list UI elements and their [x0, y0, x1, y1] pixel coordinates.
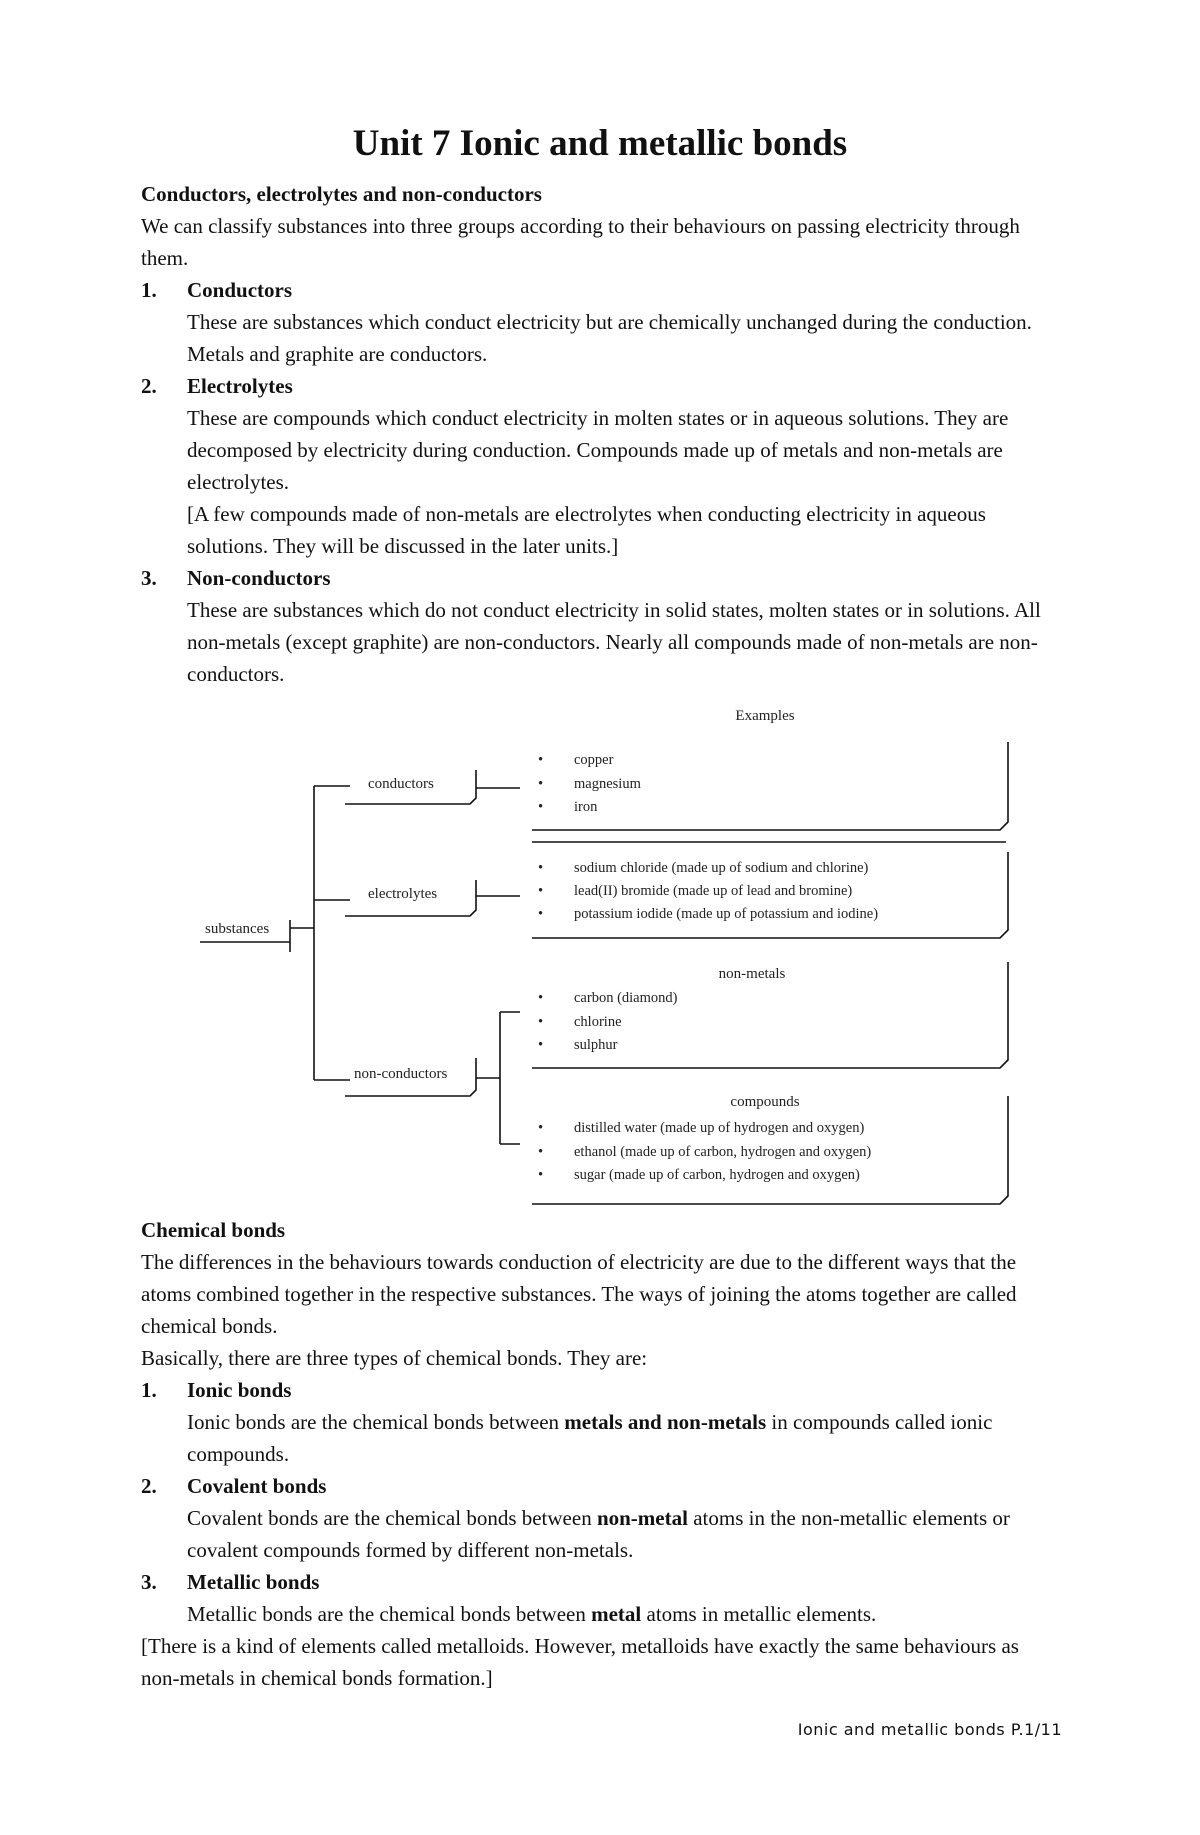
item-heading: Ionic bonds [187, 1378, 292, 1402]
item-heading: Covalent bonds [187, 1474, 327, 1498]
root-label: substances [205, 921, 270, 937]
list-item-non-conductors [141, 562, 1061, 690]
text-run: in compounds called ionic compounds. [187, 1410, 993, 1466]
example-item: sulphur [574, 1037, 618, 1053]
item-text [187, 1406, 1061, 1470]
section-heading: Conductors, electrolytes and non-conductors [141, 182, 542, 206]
item-heading: Conductors [187, 278, 293, 302]
item-text: These are compounds which conduct electricity in molten states or in aqueous solutions. They are decomposed by electricity during conduction. Compounds made up of metals and non-metals are electrolytes. [187, 406, 1009, 494]
item-text [187, 1502, 1061, 1566]
text-run: atoms in metallic elements. [641, 1602, 877, 1626]
example-item: ethanol (made up of carbon, hydrogen and oxygen) [574, 1144, 872, 1160]
item-number: 3. [141, 566, 157, 590]
conductors-label: conductors [368, 776, 434, 792]
bullet: • [538, 1167, 544, 1183]
bullet: • [538, 906, 544, 922]
example-item: carbon (diamond) [574, 990, 678, 1006]
list-item-metallic-bonds [141, 1566, 1061, 1630]
example-item: distilled water (made up of hydrogen and oxygen) [574, 1120, 865, 1136]
bullet: • [538, 883, 544, 899]
bullet: • [538, 752, 544, 768]
section-note: [There is a kind of elements called metalloids. However, metalloids have exactly the same behaviours as non-metals in chemical bonds formation.] [141, 1634, 1019, 1690]
text-run: Ionic bonds are the chemical bonds between [187, 1410, 565, 1434]
classification-diagram [0, 700, 1200, 1220]
item-text [187, 1598, 1061, 1630]
item-heading: Electrolytes [187, 374, 293, 398]
example-item: copper [574, 752, 614, 768]
item-text: These are substances which conduct electricity but are chemically unchanged during the conduction. Metals and graphite are conductors. [187, 310, 1032, 366]
item-number: 2. [141, 1474, 157, 1498]
page-title: Unit 7 Ionic and metallic bonds [352, 123, 848, 164]
bullet: • [538, 1037, 544, 1053]
item-text: These are substances which do not conduct electricity in solid states, molten states or in solutions. All non-metals (except graphite) are non-conductors. Nearly all compounds made of non-metals are non-conductors. [187, 598, 1041, 686]
section-intro: We can classify substances into three groups according to their behaviours on passing electricity through them. [141, 214, 1020, 270]
item-number: 3. [141, 1570, 157, 1594]
bullet: • [538, 1014, 544, 1030]
non-metals-label: non-metals [718, 966, 786, 982]
bullet: • [538, 1144, 544, 1160]
item-number: 1. [141, 1378, 157, 1402]
section-paragraph: Basically, there are three types of chemical bonds. They are: [141, 1346, 648, 1370]
item-note: [A few compounds made of non-metals are electrolytes when conducting electricity in aqueous solutions. They will be discussed in the later units.] [187, 502, 986, 558]
example-item: sugar (made up of carbon, hydrogen and oxygen) [574, 1167, 860, 1183]
bullet: • [538, 990, 544, 1006]
list-item-covalent-bonds [141, 1470, 1061, 1566]
non-conductors-label: non-conductors [354, 1066, 448, 1082]
bullet: • [538, 1120, 544, 1136]
electrolytes-label: electrolytes [368, 886, 438, 902]
section-conductors [141, 178, 1061, 690]
list-item-ionic-bonds [141, 1374, 1061, 1470]
example-item: lead(II) bromide (made up of lead and bromine) [574, 883, 853, 899]
example-item: iron [574, 799, 598, 815]
item-number: 1. [141, 278, 157, 302]
bold-term: non-metal [596, 1506, 688, 1530]
bullet: • [538, 776, 544, 792]
examples-label: Examples [735, 708, 795, 724]
example-item: potassium iodide (made up of potassium and iodine) [574, 906, 879, 922]
list-item-electrolytes [141, 370, 1061, 562]
text-run: Metallic bonds are the chemical bonds between [187, 1602, 592, 1626]
example-item: chlorine [574, 1014, 622, 1030]
bullet: • [538, 860, 544, 876]
section-chemical-bonds [141, 1214, 1061, 1694]
text-run: atoms in the non-metallic elements or covalent compounds formed by different non-metals. [187, 1506, 1010, 1562]
bold-term: metal [591, 1602, 642, 1626]
text-run: Covalent bonds are the chemical bonds between [187, 1506, 597, 1530]
section-paragraph: The differences in the behaviours towards conduction of electricity are due to the different ways that the atoms combined together in the respective substances. The ways of joining the atoms together are called chemical bonds. [141, 1250, 1017, 1338]
example-item: magnesium [574, 776, 641, 792]
item-number: 2. [141, 374, 157, 398]
item-heading: Non-conductors [187, 566, 331, 590]
bullet: • [538, 799, 544, 815]
example-item: sodium chloride (made up of sodium and chlorine) [574, 860, 869, 876]
bold-term: metals and non-metals [564, 1410, 767, 1434]
section-heading: Chemical bonds [141, 1218, 286, 1242]
list-item-conductors [141, 274, 1061, 370]
page-footer: Ionic and metallic bonds P.1/11 [797, 1720, 1062, 1739]
item-heading: Metallic bonds [187, 1570, 320, 1594]
compounds-label: compounds [730, 1094, 800, 1110]
